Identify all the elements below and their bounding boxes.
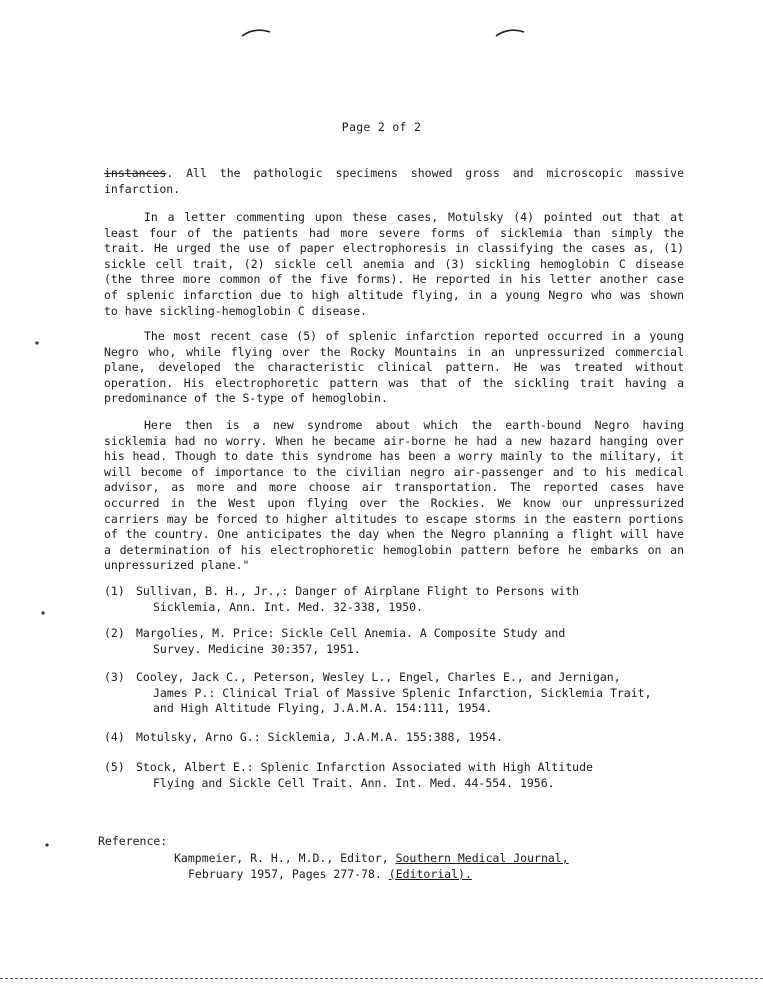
paragraph-3: The most recent case (5) of splenic infarction reported occurred in a young Negro who, while flying over the Rocky Mountains in an unpressurized commercial plane, developed the characteristic clinical pattern. He was treated without operation. His electrophoretic pattern was that of the sickling trait having a predominance of the S-type of hemoglobin. bbox=[104, 329, 684, 406]
reference-number: (5) bbox=[104, 760, 125, 774]
paragraph-1-text: . All the pathologic specimens showed gross and microscopic massive infarction. bbox=[104, 166, 684, 196]
reference-text-cont: James P.: Clinical Trial of Massive Splenic Infarction, Sicklemia Trait, and High Altitude Flying, J.A.M.A. 154:111, 1954. bbox=[153, 685, 652, 716]
reference-author: Kampmeier, R. H., M.D., Editor, bbox=[174, 851, 396, 865]
reference-item bbox=[104, 760, 664, 791]
reference-item bbox=[104, 626, 664, 657]
struck-word: instances bbox=[104, 166, 167, 180]
reference-text: Cooley, Jack C., Peterson, Wesley L., Engel, Charles E., and Jernigan, bbox=[136, 670, 621, 684]
page-number: Page 2 of 2 bbox=[341, 120, 422, 134]
bottom-rule bbox=[0, 978, 763, 979]
reference-text: Motulsky, Arno G.: Sicklemia, J.A.M.A. 155:388, 1954. bbox=[136, 730, 503, 744]
reference-line-1 bbox=[174, 850, 569, 866]
reference-number: (4) bbox=[104, 730, 125, 744]
reference-text: Margolies, M. Price: Sickle Cell Anemia. A Composite Study and bbox=[136, 626, 566, 640]
scan-dot bbox=[44, 842, 50, 848]
paragraph-1 bbox=[104, 166, 684, 197]
reference-text-cont: Survey. Medicine 30:357, 1951. bbox=[153, 641, 361, 656]
reference-item bbox=[104, 730, 664, 746]
reference-number: (3) bbox=[104, 670, 125, 684]
reference-item bbox=[104, 584, 664, 615]
reference-text-cont: Flying and Sickle Cell Trait. Ann. Int. Med. 44-554. 1956. bbox=[153, 775, 555, 790]
reference-note: (Editorial). bbox=[388, 867, 472, 881]
scan-mark-left bbox=[240, 26, 274, 40]
reference-journal: Southern Medical Journal, bbox=[395, 851, 569, 865]
reference-heading: Reference: bbox=[98, 834, 168, 848]
paragraph-4: Here then is a new syndrome about which the earth-bound Negro having sicklemia had no worry. When he became air-borne he had a new hazard hanging over his head. Though to date this syndrome has been a worry mainly to the military, it will become of importance to the civilian negro air-passenger and to his medical advisor, as more and more choose air transportation. The reported cases have occurred in the West upon flying over the Rockies. We know our unpressurized carriers may be forced to higher altitudes to escape storms in the eastern portions of the country. One anticipates the day when the Negro planning a flight will have a determination of his electrophoretic hemoglobin pattern before he embarks on an unpressurized plane." bbox=[104, 418, 684, 573]
reference-number: (2) bbox=[104, 626, 125, 640]
scan-dot bbox=[34, 340, 40, 346]
reference-text-cont: Sicklemia, Ann. Int. Med. 32-338, 1950. bbox=[153, 599, 424, 614]
reference-text: Sullivan, B. H., Jr.,: Danger of Airplane Flight to Persons with bbox=[136, 584, 580, 598]
scan-mark-right bbox=[494, 26, 528, 40]
reference-line-2 bbox=[188, 866, 472, 882]
reference-item bbox=[104, 670, 664, 717]
reference-date: February 1957, Pages 277-78. bbox=[188, 867, 389, 881]
paragraph-2: In a letter commenting upon these cases, Motulsky (4) pointed out that at least four of the patients had more severe forms of sicklemia than simply the trait. He urged the use of paper electrophoresis in classifying the cases as, (1) sickle cell trait, (2) sickle cell anemia and (3) sickling hemoglobin C disease (the three more common of the five forms). He reported in his letter another case of splenic infarction due to high altitude flying, in a young Negro who was shown to have sickling-hemoglobin C disease. bbox=[104, 210, 684, 318]
reference-number: (1) bbox=[104, 584, 125, 598]
scan-dot bbox=[40, 610, 46, 616]
reference-text: Stock, Albert E.: Splenic Infarction Associated with High Altitude bbox=[136, 760, 593, 774]
